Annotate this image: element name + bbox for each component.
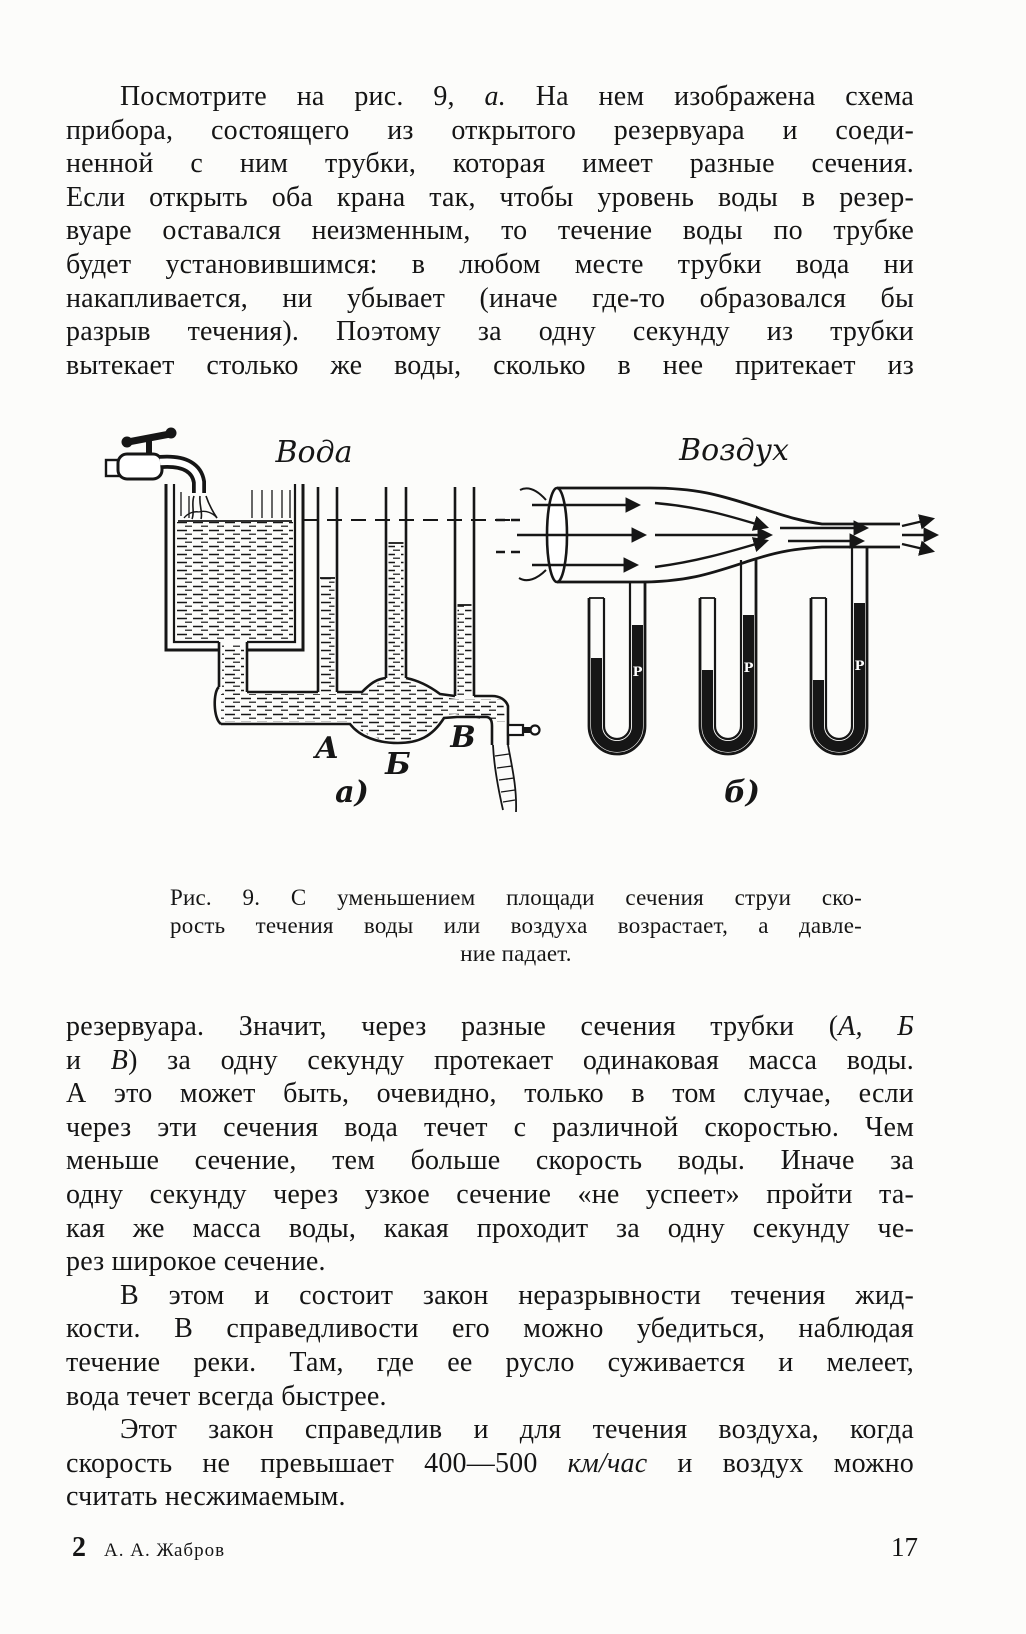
outlet-valve (508, 725, 540, 735)
signature-number: 2 (72, 1532, 86, 1563)
paragraph-2 (66, 1010, 914, 1279)
subfigure-a-label: а) (335, 775, 369, 810)
text-segment: скорость не превышает 400—500 (66, 1447, 568, 1479)
text-line: накапливается, ни убывает (иначе где-то образовался бы (66, 282, 914, 314)
text-line: кая же масса воды, какая проходит за одну секунду че- (66, 1212, 914, 1244)
text-line (66, 80, 914, 114)
manometer-3 (811, 547, 867, 754)
standpipe-a (318, 487, 337, 692)
text-line: В этом и состоит закон неразрывности течения жид- (120, 1279, 914, 1311)
outlet-stream (493, 745, 516, 812)
text-line: А это может быть, очевидно, только в том случае, если (66, 1078, 914, 1110)
text-segment: и (66, 1044, 111, 1076)
water-apparatus-diagram (106, 428, 540, 813)
subfigure-b-label: б) (724, 775, 760, 810)
text-segment-italic: А, Б (838, 1011, 915, 1042)
page-footer (66, 1532, 918, 1564)
manometer-1 (589, 582, 645, 754)
author-name: А. А. Жабров (104, 1540, 226, 1561)
page-number: 17 (891, 1532, 918, 1562)
air-duct-diagram (496, 433, 936, 810)
text-line: вода течет всегда быстрее. (66, 1380, 387, 1412)
text-line: будет установившимся: в любом месте трубки вода ни (66, 248, 914, 280)
figure-caption (170, 884, 862, 968)
section-v-label: В (450, 720, 476, 755)
manometer-2 (700, 560, 756, 754)
section-a-label: А (314, 731, 340, 766)
text-segment-italic: а. (484, 81, 506, 112)
text-line (66, 1447, 914, 1481)
text-line: течение реки. Там, где ее русло суживается и мелеет, (66, 1346, 914, 1378)
caption-line: ние падает. (460, 941, 572, 966)
text-line: разрыв течения). Поэтому за одну секунду из трубки (66, 316, 914, 348)
standpipe-b (386, 487, 406, 679)
section-b-label: Б (385, 747, 411, 782)
mercury-column (597, 625, 638, 747)
text-segment: На нем изображена схема (505, 81, 914, 112)
caption-line: рость течения воды или воздуха возрастает, а давле- (170, 913, 862, 938)
water-label: Вода (275, 435, 353, 470)
body-text (66, 1010, 914, 1514)
mercury-column (708, 615, 749, 747)
text-segment: ) за одну секунду протекает одинаковая масса воды. (128, 1044, 914, 1076)
glass-hatching (181, 490, 290, 518)
text-line: ненной с ним трубки, которая имеет разные сечения. (66, 148, 914, 180)
text-line: вытекает столько же воды, сколько в нее притекает из (66, 349, 914, 381)
text-line: через эти сечения вода течет с различной скоростью. Чем (66, 1111, 914, 1143)
text-line: меньше сечение, тем больше скорость воды. Иначе за (66, 1145, 914, 1177)
mercury-column (819, 603, 860, 747)
text-segment-italic: км/час (567, 1447, 648, 1479)
text-line: рез широкое сечение. (66, 1246, 326, 1278)
text-segment: Посмотрите на рис. 9, (120, 81, 485, 112)
text-segment: и воздух можно (647, 1447, 914, 1479)
text-line: кости. В справедливости его можно убедиться, наблюдая (66, 1313, 914, 1345)
text-segment: резервуара. Значит, через разные сечения трубки ( (66, 1011, 839, 1042)
paragraph-1 (66, 80, 914, 382)
paragraph-4 (66, 1413, 914, 1514)
text-line: считать несжимаемым. (66, 1481, 346, 1513)
text-line: одну секунду через узкое сечение «не успеет» пройти та- (66, 1178, 914, 1210)
text-line: прибора, состоящего из открытого резервуара и соеди- (66, 114, 914, 146)
text-line (66, 1044, 914, 1078)
figure-9-illustration (0, 400, 1026, 820)
figure-9 (0, 400, 1026, 820)
paragraph-3 (66, 1279, 914, 1413)
pressure-label-1: Р (632, 665, 643, 680)
reservoir (166, 484, 303, 650)
text-line: Этот закон справедлив и для течения воздуха, когда (120, 1414, 914, 1446)
text-line (66, 1010, 914, 1044)
pressure-label-3: Р (854, 659, 865, 674)
faucet-icon (106, 428, 217, 520)
text-line: вуаре оставался неизменным, то течение воды по трубке (66, 215, 914, 247)
standpipe-v (455, 487, 474, 696)
caption-line: Рис. 9. С уменьшением площади сечения струи ско- (170, 885, 862, 910)
pressure-label-2: Р (743, 661, 754, 676)
text-segment-italic: В (110, 1044, 129, 1076)
text-line: Если открыть оба крана так, чтобы уровень воды в резер- (66, 181, 914, 213)
air-label: Воздух (679, 433, 789, 468)
